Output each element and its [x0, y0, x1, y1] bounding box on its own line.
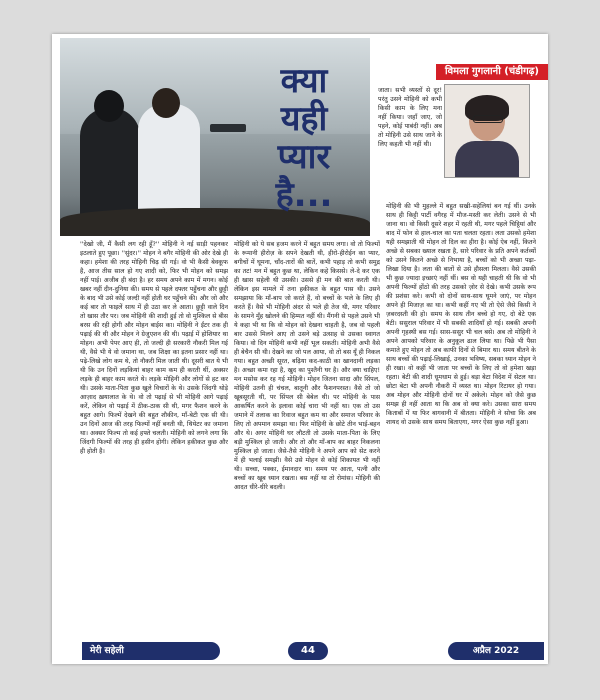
author-name: विमला गुगलानी (चंडीगढ़) [436, 64, 548, 80]
magazine-page [52, 34, 548, 664]
magazine-name: मेरी सहेली [82, 642, 220, 660]
title-line: क्या [280, 61, 328, 101]
article-column-2: मोहिनी को ये सब हजम करने में बहुत समय लगा। वो तो फिल्मों के रूमानी हीरोज़ के सपने देखती थी, हीरो-हीरोईन का प्यार, बगीचों में घूमना, चाँद-तारों की बातें, कभी पहाड़ तो कभी समुद्र का तट! मन में बहुत कुछ था, लेकिन कहे किससे। ले-दे कर एक ही खास सहेली थी उसकी। उससे ही मन की बात करती थी। लेकिन इस मामले में तना हकीकत के बहुत पास थी। उसने समझाया कि माँ-बाप जो करते हैं, वो बच्चों के भले के लिए ही करते हैं। वैसे भी मोहिनी अंदर से भले ही तेज थी, मगर परिवार के सामने मुँह खोलने की हिम्मत नहीं थी। मैंगनी से पहले उसने भी ये कहा भी था कि वो मोहन को देखना चाहती है, जब वो पहली बार उससे मिलने आए तो उसने बड़े उत्साह से उसका स्वागत किया। वो दिन मोहिनी कभी नहीं भूल सकती। मोहिनी अभी वैसे ही बेचैन सी थी। देखने का जो पल आया, वो तो बस यूँ ही निकल गया। बहुत अच्छी सूरत, बढ़िया कद-काठी का खानदानी लड़का है। अच्छा कमा रहा है, खुद का पुश्तैनी घर है। और क्या चाहिए! मन मसोस कर रह गई मोहिनी। मोहन जितना सादा और सिंपल, मोहिनी उतनी ही चंचल, बातूनी और फैशनपरस्त। वैसे तो जो खूबसूरती थी, पर सिंपल सी बेबेल थी। पर मोहिनी के पास आकर्षित करने के इलावा कोई चारा भी नहीं था। एक तो उस जमाने में तलाक का रिवाज बहुत कम था और समाज परिवार के लिए तो अपमान समझा था। फिर मोहिनी के छोटे तीन भाई-बहन और थे। अगर मोहिनी घर लौटती तो उसके माता-पिता के लिए बड़ी मुश्किल हो जाती। और तो और माँ-बाप का बाहर निकलना मुश्किल हो जाता। जैसे-तैसे मोहिनी ने अपने आप को सेट करने में ही भलाई समझी। वैसे उसे मोहन से कोई शिकायत भी नहीं थी। सच्चा, पक्का, ईमानदार था। समय पर आता, पत्नी और बच्चों का खूब ध्यान रखता। बस नहीं था तो रोमांस। मोहिनी की आदत धीरे-धीरे बदली। [234, 241, 380, 491]
woman-head [94, 90, 124, 122]
issue-date: अप्रैल 2022 [448, 642, 544, 660]
ship-silhouette [210, 124, 246, 132]
author-body [455, 141, 519, 178]
author-glasses [473, 115, 503, 123]
title-line: यही [280, 99, 328, 139]
title-line: प्यार [277, 137, 331, 177]
author-photo [444, 84, 530, 178]
article-title [244, 62, 364, 214]
page-number: 44 [288, 642, 328, 660]
article-column-3-top: जाता। सभी व्यस्तों से दूर! परंतु उसने मोहिनी को कभी किसी काम के लिए मना नहीं किया। जहाँ जाए, जो पहने, कोई पाबंदी नहीं। अब तो मोहिनी उसे साथ जाने के लिए कहती भी नहीं थी। [378, 87, 442, 148]
title-line: है... [275, 175, 333, 215]
article-column-3: मोहिनी की भी मुहल्ले में बहुत सखी-सहेलियां बन गई थीं। उनके साथ ही किट्टी पार्टी वगैरह में मौज-मस्ती कर लेती। उसने से भी जाना था। वो किसी दूसरे शहर में रहती थी, मगर पहले चिट्ठियां और बाद में फोन से हाल-चाल का पता चलता रहता। लता उसको हमेशा यही समझाती थी मोहन तो दिल का हीरा है। कोई ऐब नहीं, कितने अच्छे से सबका ख्याल रखता है, सारे परिवार के प्रति अपने कर्तव्यों को उसने कितने अच्छे से निभाया है, बच्चों को भी अच्छा पढ़ा-लिखा दिया है। लता की बातों से उसे हौसला मिलता। वैसे उसकी भी कुछ ज्यादा इच्छाएं नहीं थीं। बस वो यही चाहती थी कि वो भी अपनी फिल्मों होंठो की तरह उसको ज़ोर से देखे। कभी उसके रूप की प्रशंसा करे। कभी वो दोनों साथ-साथ घूमने जाएं, पर मोहन अपने ही मिजाज़ का था। कभी कहीं गए भी तो ऐसे जैसे किसी ने ज़बरदस्ती की हो। समय के साथ तीन बच्चे हो गए, दो बेटे एक बेटी। ससुराल परिवार में भी सबकी शादियाँ हो गई। सबकी अपनी अपनी गृहस्थी बस गई। सास-ससुर भी चल बसे। अब तो मोहिनी ने अपने आपको परिवार के अनुकूल ढाल लिया था। पिछे भी पैसा कमाते हुए मोहन तो अब काफी दिनों से बिमार था। समय बीतने के साथ बच्चों की पढ़ाई-लिखाई, उनका भविष्य, सबका ध्यान मोहन ने ही रखा। वो कहीं भी जाता पर बच्चों के लिए तो वो हमेशा खड़ा रहता। बेटी की शादी धूमधाम से हुई। बड़ा बेटा विदेश में सेटल था। छोटा बेटा भी अपनी नौकरी में व्यस्त था। मोहन रिटायर हो गया। अब मोहन और मोहिनी दोनों घर में अकेले। मोहन को जैसे कुछ समझ ही नहीं आता था कि अब वो क्या करे। उसका सारा समय किताबों में या फिर बागवानी में बीतता। मोहिनी ने सोचा कि अब शायद वो उसके साथ समय बिताएगा, मगर ऐसा कुछ नहीं हुआ। [386, 203, 536, 426]
article-column-1: ''देखो जी, मैं कैसी लग रही हूँ?'' मोहिनी ने नई साड़ी पहनकर इठलाते हुए पूछा। ''सुंदर।'' मोहन ने बगैर मोहिनी की ओर देखे ही कहा। हमेशा की तरह मोहिनी चिढ़ सी गई। वो भी कैसी बेवकूफ है, आज तीस साल हो गए शादी को, फिर भी मोहन को समझ नहीं पाई। अजीब ही बंदा है। हर समय अपने काम में मगन। कोई खबर नहीं दीन-दुनिया की। समय से पहले दफ्तर पहुँचना और छुट्टी के बाद भी उसे कोई जल्दी नहीं होती घर पहुँचने की। और जो और कई बार तो फाइलें साथ में ही उठा कर ले आता। छुट्टी वाले दिन तो खास तौर पर। जब मोहिनी की शादी हुई तो वो मुश्किल से बीस बरस की रही होगी और मोहन बाईस का। मोहिनी ने ईंटर तक ही पढ़ाई की थी और मोहन ने ग्रेजुएशन की थी। पढ़ाई में होशियार था मोहन। अभी पेपर आए ही, तो जल्दी ही सरकारी नौकरी मिल गई थी, वैसे भी ये वो जमाना था, जब शिक्षा का इतना प्रसार नहीं था। पढ़े-लिखे लोग कम थे, तो नौकरी मिल जाती थी। दूसरी बात ये भी थी कि उन दिनों लड़कियां बाहर काम कम ही करती थीं, अक्सर लड़के ही बाहर काम करते थे। लड़के मोहिनी और लोगों से हट कर थी। उसके माता-पिता कुछ खुले विचारों के थे। उसके जिंदगी थोड़े आज़ाद ख़यालात के थे। वो तो पढ़ाई से भी मोहिनी आगे पढ़ाई करें, लेकिन वो पढ़ाई में ठीक-ठाक सी थी, मगर फैशन करने के बहुत आगे। फिल्में देखने की बहुत शौकीन, माँ-बेटी एक सी थी। उन दिनों आज की तरह फिल्मों नहीं बनती थी, थियेटर का जमाना था। अक्सर फिल्म तो कई हफ्ते चलती। मोहिनी को लगने लगा कि जिंदगी फिल्मों की तरह ही हसीन होगी। लेकिन हकीकत कुछ और ही होती है। [80, 241, 228, 455]
man-head [152, 88, 180, 118]
